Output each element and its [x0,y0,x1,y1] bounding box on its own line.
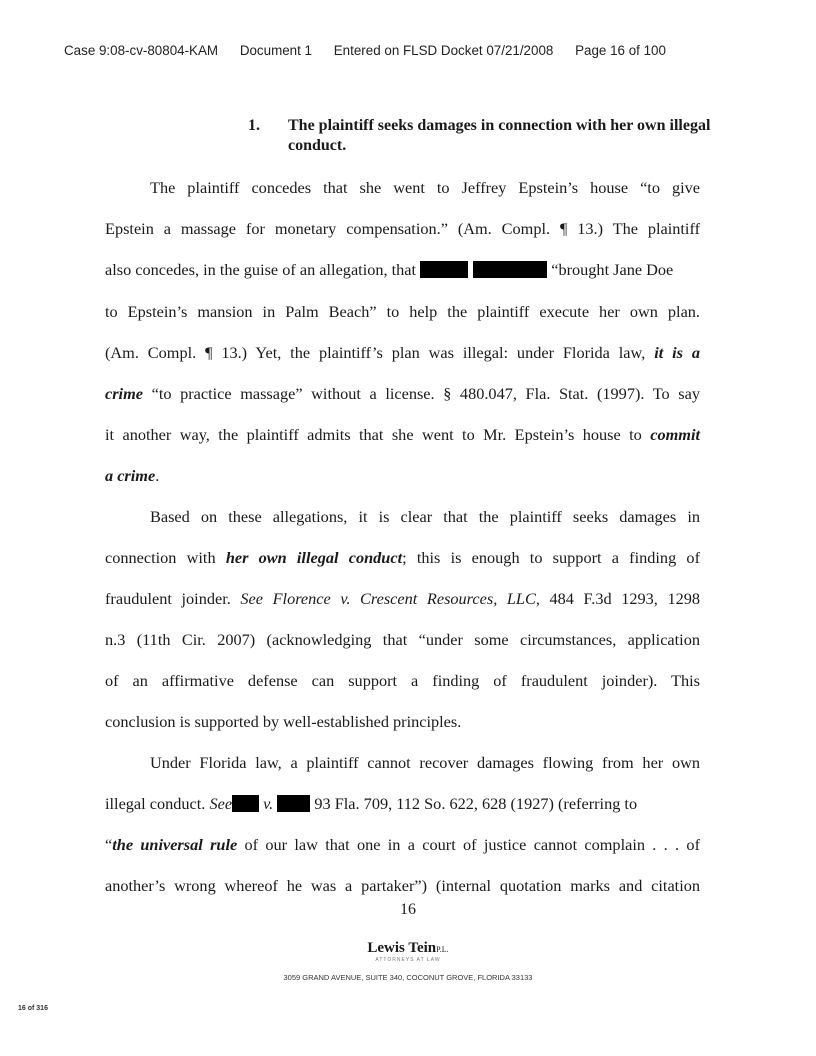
p2-line-5: of an affirmative defense can support a finding of fraudulent joinder). This [105,671,700,690]
firm-name-text: Lewis Tein [367,940,437,956]
p3-line-3-rest: of our law that one in a court of justice cannot complain . . . of [244,835,700,854]
p2-line-1: Based on these allegations, it is clear that the plaintiff seeks damages in [150,507,700,526]
p1-line-6-text: “to practice massage” without a license. § 480.047, Fla. Stat. (1997). To say [151,384,700,403]
emphasis-it-is-a: it is a [654,343,700,362]
emphasis-a-crime: a crime [105,466,156,485]
p1-line-3-text: also concedes, in the guise of an allegation, that [105,260,417,279]
firm-name [0,940,816,957]
p2-line-4: n.3 (11th Cir. 2007) (acknowledging that “under some circumstances, application [105,630,700,649]
p1-line-3-quote: “brought Jane Doe [551,260,674,279]
redaction-box [473,261,547,278]
p2-line-3-text: fraudulent joinder. [105,589,231,608]
p1-line-2: Epstein a massage for monetary compensation.” (Am. Compl. ¶ 13.) The plaintiff [105,219,700,238]
p1-line-8 [105,465,700,487]
p3-line-2 [105,793,700,815]
p3-line-1: Under Florida law, a plaintiff cannot recover damages flowing from her own [150,753,700,772]
p1-line-3 [105,259,700,281]
p1-line-5-text: (Am. Compl. ¶ 13.) Yet, the plaintiff’s plan was illegal: under Florida law, [105,343,646,362]
page-number: 16 [400,901,416,918]
docket-header [64,43,764,58]
versus: v. [263,794,274,813]
p2-line-3 [105,588,700,610]
firm-address: 3059 GRAND AVENUE, SUITE 340, COCONUT GROVE, FLORIDA 33133 [283,973,533,982]
firm-tagline: ATTORNEYS AT LAW [375,957,441,963]
p1-line-6 [105,383,700,405]
emphasis-her-own-illegal-conduct: her own illegal conduct [225,548,403,567]
heading-number: 1. [248,117,260,134]
pdf-page-count: 16 of 316 [18,1005,48,1012]
firm-suffix: P.L. [436,945,449,954]
p1-line-7 [105,424,700,446]
docket-entry: Entered on FLSD Docket 07/21/2008 [333,43,554,58]
emphasis-universal-rule: the universal rule [112,835,238,854]
emphasis-commit: commit [650,425,701,444]
docket-page: Page 16 of 100 [575,43,666,58]
p2-line-3-rest: , 484 F.3d 1293, 1298 [535,589,701,608]
redaction-box [420,261,468,278]
p2-line-2 [105,547,700,569]
redaction-box [232,795,259,812]
p1-line-1: The plaintiff concedes that she went to Jeffrey Epstein’s house “to give [150,178,700,197]
p2-line-6: conclusion is supported by well-established principles. [105,712,462,731]
p3-line-3 [105,834,700,856]
p3-line-2-text: illegal conduct. [105,794,206,813]
p1-line-5 [105,342,700,364]
p1-line-4: to Epstein’s mansion in Palm Beach” to help the plaintiff execute her own plan. [105,302,700,321]
p3-line-2-rest: 93 Fla. 709, 112 So. 622, 628 (1927) (referring to [314,794,638,813]
open-quote: “ [105,835,113,854]
p3-line-4: another’s wrong whereof he was a partaker”) (internal quotation marks and citation [105,876,700,895]
document-number: Document 1 [239,43,313,58]
p1-line-8-period: . [155,466,160,485]
emphasis-crime: crime [105,384,143,403]
p2-line-2-rest: ; this is enough to support a finding of [402,548,700,567]
signal-see: See [209,794,233,813]
p1-line-7-text: it another way, the plaintiff admits that she went to Mr. Epstein’s house to [105,425,642,444]
case-citation: See Florence v. Crescent Resources, LLC [240,589,536,608]
redaction-box [277,795,310,812]
heading-text: The plaintiff seeks damages in connection with her own illegal conduct. [288,117,711,154]
case-number: Case 9:08-cv-80804-KAM [64,43,219,58]
p2-line-2-text: connection with [105,548,216,567]
